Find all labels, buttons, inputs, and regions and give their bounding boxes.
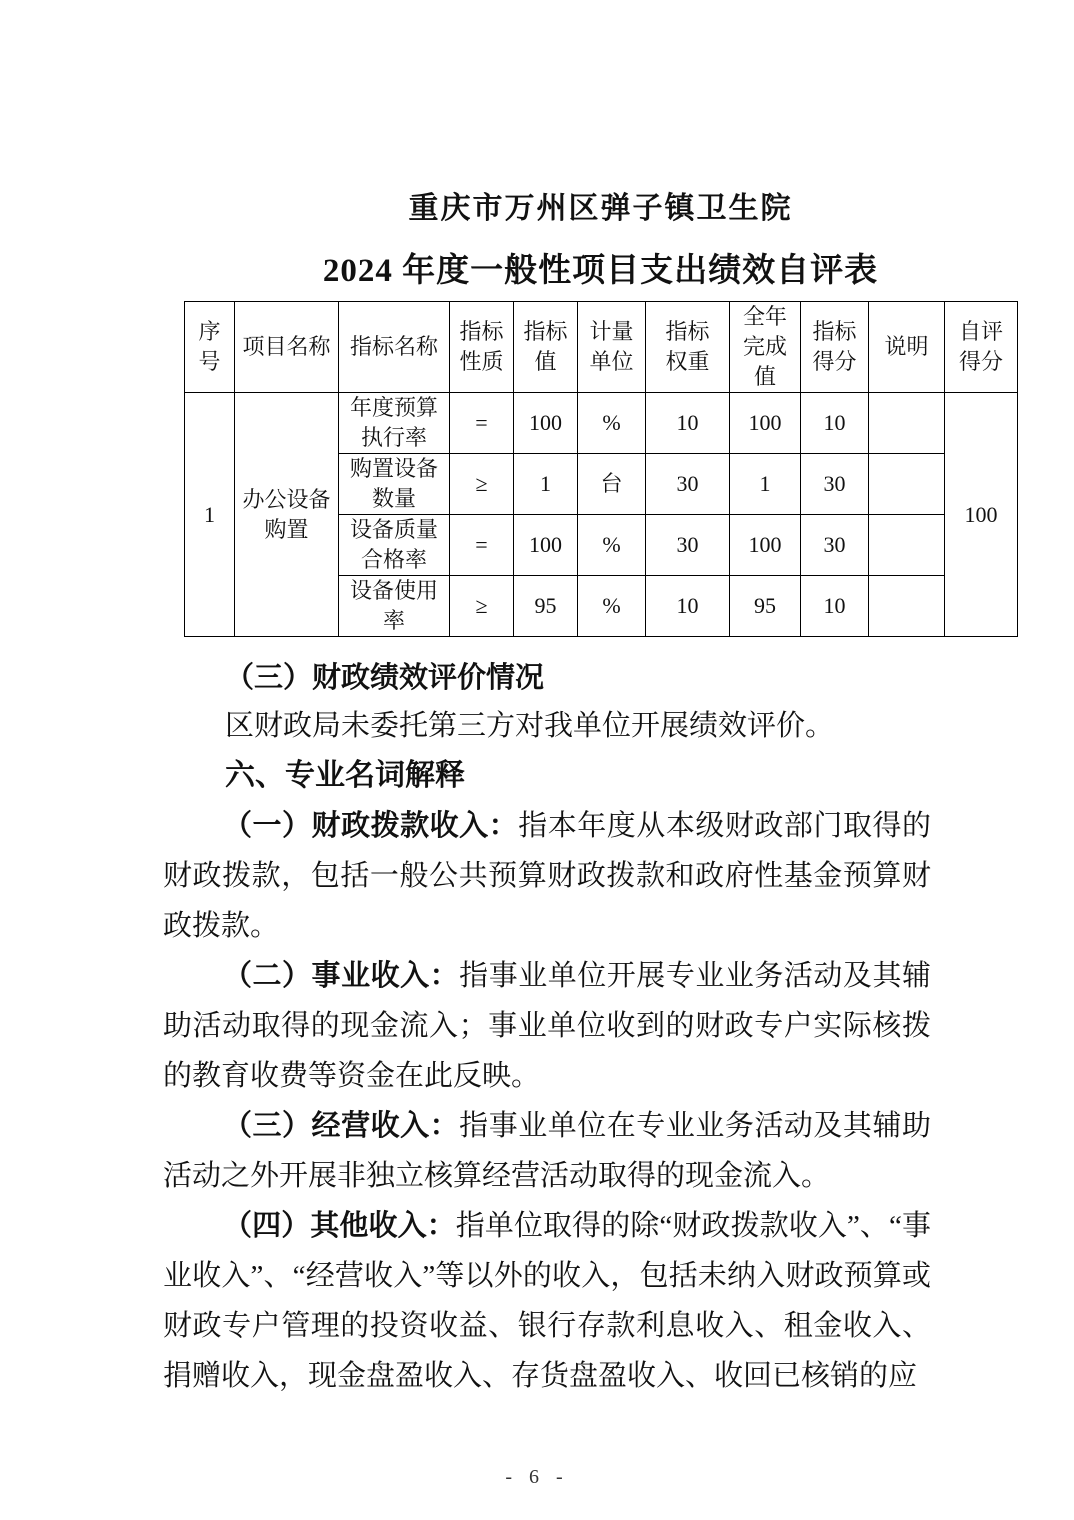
cell-nature: ≥ <box>450 576 514 637</box>
cell-note <box>869 515 945 576</box>
cell-completed: 95 <box>730 576 801 637</box>
document-title: 重庆市万州区弹子镇卫生院 <box>408 192 793 225</box>
cell-completed: 100 <box>730 515 801 576</box>
header-project <box>235 302 339 393</box>
cell-seq: 1 <box>185 393 235 637</box>
table-row <box>185 393 1018 454</box>
term-paragraph-2 <box>163 951 931 1101</box>
header-seq <box>185 302 235 393</box>
header-note-label: 说明 <box>884 334 929 359</box>
cell-value: 100 <box>514 515 578 576</box>
cell-nature: = <box>450 515 514 576</box>
table-header-row <box>185 302 1018 393</box>
header-indicator <box>339 302 450 393</box>
cell-unit: 台 <box>578 454 646 515</box>
header-note <box>869 302 945 393</box>
cell-indicator-label: 设备质量合格率 <box>349 517 438 572</box>
header-indicator-label: 指标名称 <box>349 334 438 359</box>
term-body-2: 指事业单位开展专业业务活动及其辅助活动取得的现金流入；事业单位收到的财政专户实际核拨的教育收费等资金在此反映。 <box>163 960 931 1092</box>
header-weight-label: 指标权重 <box>665 319 710 374</box>
cell-indicator <box>339 454 450 515</box>
cell-unit: % <box>578 576 646 637</box>
cell-completed: 100 <box>730 393 801 454</box>
page-number: - 6 - <box>505 1466 569 1488</box>
header-project-label: 项目名称 <box>242 334 331 359</box>
cell-score: 10 <box>801 576 869 637</box>
cell-indicator <box>339 393 450 454</box>
cell-value: 1 <box>514 454 578 515</box>
header-unit <box>578 302 646 393</box>
header-value <box>514 302 578 393</box>
cell-completed: 1 <box>730 454 801 515</box>
cell-indicator <box>339 576 450 637</box>
term-paragraph-4 <box>163 1201 931 1401</box>
cell-score: 30 <box>801 454 869 515</box>
cell-weight: 30 <box>646 454 730 515</box>
cell-note <box>869 454 945 515</box>
header-self-score-label: 自评得分 <box>958 319 1003 374</box>
term-lead-2: （二）事业收入： <box>223 960 460 992</box>
title-block <box>184 190 1017 292</box>
cell-score: 30 <box>801 515 869 576</box>
cell-project-label: 办公设备购置 <box>242 486 331 542</box>
term-lead-1: （一）财政拨款收入： <box>223 810 519 842</box>
cell-indicator-label: 设备使用率 <box>349 578 438 633</box>
performance-evaluation-table <box>184 301 1018 637</box>
cell-score: 10 <box>801 393 869 454</box>
term-paragraph-3 <box>163 1101 931 1201</box>
text-sections <box>163 655 931 1401</box>
cell-weight: 30 <box>646 515 730 576</box>
document-subtitle: 2024 年度一般性项目支出绩效自评表 <box>322 253 879 289</box>
cell-weight: 10 <box>646 393 730 454</box>
cell-note <box>869 393 945 454</box>
cell-project <box>235 393 339 637</box>
cell-self-score: 100 <box>945 393 1018 637</box>
term-body-1: 指本年度从本级财政部门取得的财政拨款，包括一般公共预算财政拨款和政府性基金预算财政拨款。 <box>163 810 931 942</box>
term-body-4: 指单位取得的除“财政拨款收入”、“事业收入”、“经营收入”等以外的收入，包括未纳入财政预算或财政专户管理的投资收益、银行存款利息收入、租金收入、捐赠收入，现金盘盈收入、存货盘盈收入、收回已核销的应 <box>163 1210 931 1392</box>
header-completed-label: 全年完成值 <box>742 304 787 389</box>
cell-unit: % <box>578 393 646 454</box>
heading-fiscal-evaluation: （三）财政绩效评价情况 <box>225 662 545 694</box>
header-completed <box>730 302 801 393</box>
cell-value: 100 <box>514 393 578 454</box>
header-weight <box>646 302 730 393</box>
header-seq-label: 序号 <box>198 319 221 374</box>
cell-indicator <box>339 515 450 576</box>
cell-note <box>869 576 945 637</box>
header-nature-label: 指标性质 <box>459 319 504 374</box>
heading-terminology: 六、专业名词解释 <box>225 759 465 792</box>
cell-indicator-label: 年度预算执行率 <box>349 395 438 450</box>
term-body-3: 指事业单位在专业业务活动及其辅助活动之外开展非独立核算经营活动取得的现金流入。 <box>163 1110 931 1192</box>
term-lead-4: （四）其他收入： <box>223 1210 456 1242</box>
page-content <box>163 190 1003 1401</box>
header-nature <box>450 302 514 393</box>
cell-value: 95 <box>514 576 578 637</box>
header-score-label: 指标得分 <box>812 319 857 374</box>
cell-indicator-label: 购置设备数量 <box>349 456 438 511</box>
header-unit-label: 计量单位 <box>589 319 634 374</box>
term-lead-3: （三）经营收入： <box>223 1110 460 1142</box>
cell-weight: 10 <box>646 576 730 637</box>
paragraph-fiscal-evaluation: 区财政局未委托第三方对我单位开展绩效评价。 <box>225 710 835 742</box>
cell-nature: = <box>450 393 514 454</box>
cell-nature: ≥ <box>450 454 514 515</box>
term-paragraph-1 <box>163 801 931 951</box>
header-score <box>801 302 869 393</box>
cell-unit: % <box>578 515 646 576</box>
header-self-score <box>945 302 1018 393</box>
header-value-label: 指标值 <box>523 319 568 374</box>
